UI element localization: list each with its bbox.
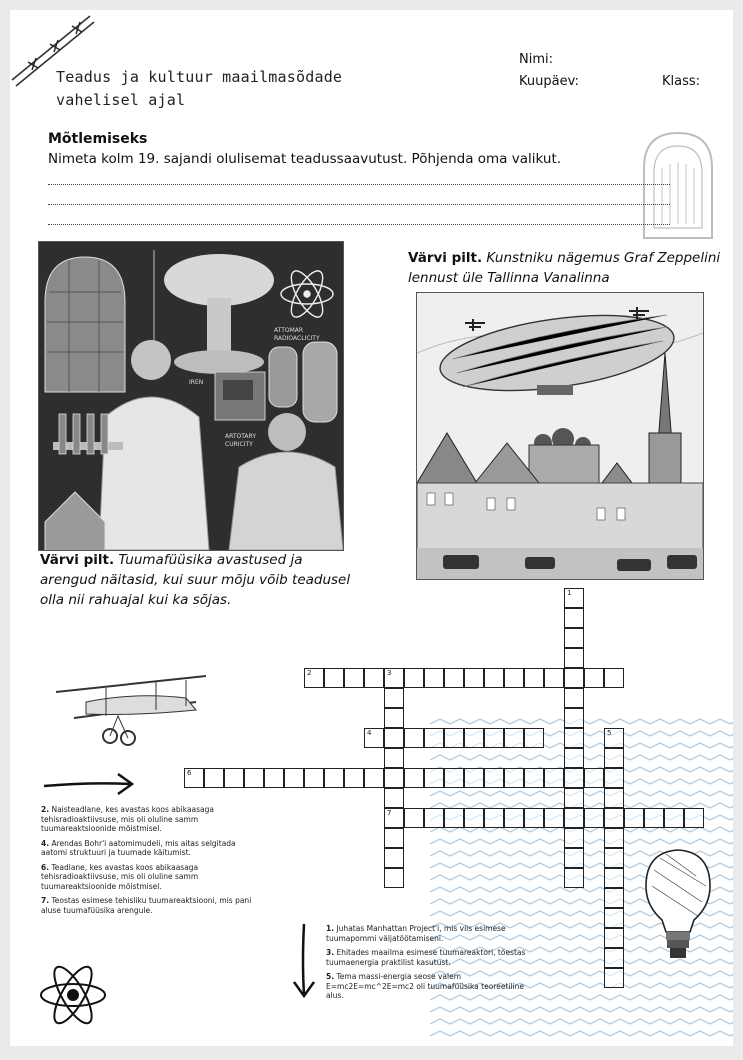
crossword-cell[interactable] [504,668,524,688]
crossword-cell[interactable] [484,668,504,688]
crossword-cell[interactable] [184,768,204,788]
crossword-cell[interactable] [404,668,424,688]
crossword-cell[interactable] [384,708,404,728]
crossword-cell[interactable] [384,848,404,868]
crossword-cell[interactable] [364,668,384,688]
crossword-cell[interactable] [484,808,504,828]
crossword-number: 3 [387,669,392,677]
crossword-cell[interactable] [564,588,584,608]
crossword-cell[interactable] [544,768,564,788]
crossword-cell[interactable] [384,728,404,748]
crossword-cell[interactable] [584,808,604,828]
crossword-cell[interactable] [504,808,524,828]
crossword-cell[interactable] [404,808,424,828]
title-line-1: Teadus ja kultuur maailmasõdade [56,68,343,86]
right-caption-line-1: Kunstniku nägemus Graf Zeppelini [482,250,721,266]
crossword-cell[interactable] [424,768,444,788]
crossword-cell[interactable] [604,748,624,768]
crossword-cell[interactable] [464,768,484,788]
crossword-cell[interactable] [364,768,384,788]
crossword-cell[interactable] [604,828,624,848]
clue-across-6 [41,863,261,892]
crossword-cell[interactable] [324,668,344,688]
crossword-cell[interactable] [604,868,624,888]
clue-number: 4. [41,838,50,848]
crossword-cell[interactable] [504,728,524,748]
crossword-cell[interactable] [564,768,584,788]
crossword-number: 5 [607,729,612,737]
clue-across-4 [41,839,261,858]
crossword-cell[interactable] [624,808,644,828]
crossword-cell[interactable] [524,668,544,688]
reflection-question: Nimeta kolm 19. sajandi olulisemat teadussaavutust. Põhjenda oma valikut. [48,151,562,167]
crossword-cell[interactable] [464,728,484,748]
crossword-cell[interactable] [584,668,604,688]
crossword-cell[interactable] [424,808,444,828]
crossword-cell[interactable] [604,768,624,788]
crossword-cell[interactable] [564,688,584,708]
clue-text: Juhatas Manhattan Project'i, mis viis esimese tuumapommi väljatöötamiseni. [326,924,506,943]
crossword-cell[interactable] [564,628,584,648]
crossword-cell[interactable] [604,968,624,988]
clue-number: 7. [41,896,50,905]
across-clues [41,805,261,915]
title-line-2: vahelisel ajal [56,91,186,109]
clue-text: Naisteadlane, kes avastas koos abikaasaga tehisradioaktiivsuse, mis oli oluline samm tuumareaktsioonide mõistmisel. [41,805,214,833]
crossword-number: 4 [367,729,372,737]
crossword-number: 1 [567,589,572,597]
arrow-down-icon [290,922,318,1002]
clue-number: 2. [41,805,50,814]
embedded-label-radioactivity: RADIOACLICITY [274,335,320,342]
crossword-number: 6 [187,769,192,777]
crossword-cell[interactable] [604,848,624,868]
crossword-cell[interactable] [564,708,584,728]
crossword-cell[interactable] [224,768,244,788]
crossword-cell[interactable] [564,668,584,688]
crossword-cell[interactable] [604,948,624,968]
crossword-cell[interactable] [604,668,624,688]
crossword-cell[interactable] [604,788,624,808]
class-label: Klass: [662,74,701,89]
crossword-cell[interactable] [324,768,344,788]
crossword-cell[interactable] [364,728,384,748]
crossword-cell[interactable] [244,768,264,788]
clue-text: Arendas Bohr'i aatomimudeli, mis aitas selgitada aatomi struktuuri ja tuumade käitumist. [41,838,236,857]
crossword-cell[interactable] [604,928,624,948]
worksheet-page [10,10,733,1046]
crossword-cell[interactable] [564,788,584,808]
crossword-cell[interactable] [564,748,584,768]
crossword-cell[interactable] [564,848,584,868]
left-caption-line-1: Tuumafüüsika avastused ja [114,552,303,568]
crossword-cell[interactable] [684,808,704,828]
date-label: Kuupäev: [519,74,579,89]
clue-text: Teostas esimese tehisliku tuumareaktsiooni, mis pani aluse tuumafüüsika arengule. [41,896,252,915]
crossword-cell[interactable] [384,748,404,768]
crossword-cell[interactable] [404,728,424,748]
clue-number: 1. [326,924,335,933]
right-caption-lead: Värvi pilt. [408,250,483,266]
crossword-cell[interactable] [644,808,664,828]
crossword-cell[interactable] [564,608,584,628]
atom-icon [38,960,108,1030]
embedded-label-curicity: CURICITY [225,441,253,448]
crossword-cell[interactable] [544,668,564,688]
crossword-cell[interactable] [344,668,364,688]
crossword-cell[interactable] [404,768,424,788]
crossword-number: 2 [307,669,312,677]
embedded-label-atomic: ATTOMAR [274,327,304,334]
crossword-cell[interactable] [564,868,584,888]
crossword-cell[interactable] [564,648,584,668]
clue-text: Teadlane, kes avastas koos abikaasaga tehisradioaktiivsuse, mis oli oluline samm tuumareaktsioonide mõistmisel. [41,862,199,891]
crossword-cell[interactable] [544,808,564,828]
down-clues [326,924,544,1001]
crossword-cell[interactable] [444,728,464,748]
crossword-number: 7 [387,809,392,817]
crossword-cell[interactable] [564,828,584,848]
crossword-cell[interactable] [204,768,224,788]
crossword-cell[interactable] [384,828,404,848]
crossword-cell[interactable] [604,888,624,908]
crossword-cell[interactable] [464,808,484,828]
crossword-cell[interactable] [524,768,544,788]
embedded-label-artotary: ARTOTARY [225,433,256,440]
crossword-cell[interactable] [444,808,464,828]
name-label: Nimi: [519,52,553,67]
crossword-cell[interactable] [584,768,604,788]
crossword-cell[interactable] [464,668,484,688]
crossword-cell[interactable] [384,788,404,808]
crossword-cell[interactable] [384,808,404,828]
clue-number: 3. [326,948,335,957]
crossword-cell[interactable] [304,668,324,688]
crossword-cell[interactable] [424,728,444,748]
crossword-cell[interactable] [444,768,464,788]
crossword-cell[interactable] [444,668,464,688]
crossword-cell[interactable] [664,808,684,828]
crossword-cell[interactable] [284,768,304,788]
left-caption-line-2: arengud näitasid, kui suur mõju võib teadusel [40,572,351,588]
crossword-cell[interactable] [264,768,284,788]
crossword-cell[interactable] [604,728,624,748]
clue-across-7 [41,896,261,915]
crossword-cell[interactable] [484,768,504,788]
crossword-cell[interactable] [304,768,324,788]
crossword-cell[interactable] [484,728,504,748]
clue-across-2 [41,805,261,834]
embedded-label-iren: IREN [189,379,204,386]
clue-down-5 [326,972,544,1001]
reflection-heading: Mõtlemiseks [48,131,148,147]
clue-text: Tema massi-energia seose valem E=mc2E=mc^2E=mc2 oli tuumafüüsika teoreetiline alus. [326,972,525,1000]
left-caption-line-3: olla nii rahuajal kui ka sõjas. [40,592,232,608]
crossword-cell[interactable] [564,728,584,748]
left-caption-lead: Värvi pilt. [40,552,115,568]
crossword-cell[interactable] [604,908,624,928]
crossword-cell[interactable] [524,728,544,748]
clue-text: Ehitades maailma esimese tuumareaktori, tõestas tuumaenergia praktilist kasutust. [326,948,526,967]
crossword-cell[interactable] [564,808,584,828]
clue-down-1 [326,924,544,943]
crossword-cell[interactable] [504,768,524,788]
right-caption-line-2: lennust üle Tallinna Vanalinna [408,270,610,286]
crossword-cell[interactable] [524,808,544,828]
crossword-cell[interactable] [384,868,404,888]
crossword-cell[interactable] [424,668,444,688]
clue-number: 6. [41,862,50,872]
lightbulb-icon [640,846,716,964]
crossword-cell[interactable] [384,768,404,788]
crossword-cell[interactable] [604,808,624,828]
crossword-cell[interactable] [384,688,404,708]
clue-number: 5. [326,972,335,981]
crossword-cell[interactable] [344,768,364,788]
crossword-cell[interactable] [384,668,404,688]
clue-down-3 [326,948,544,967]
